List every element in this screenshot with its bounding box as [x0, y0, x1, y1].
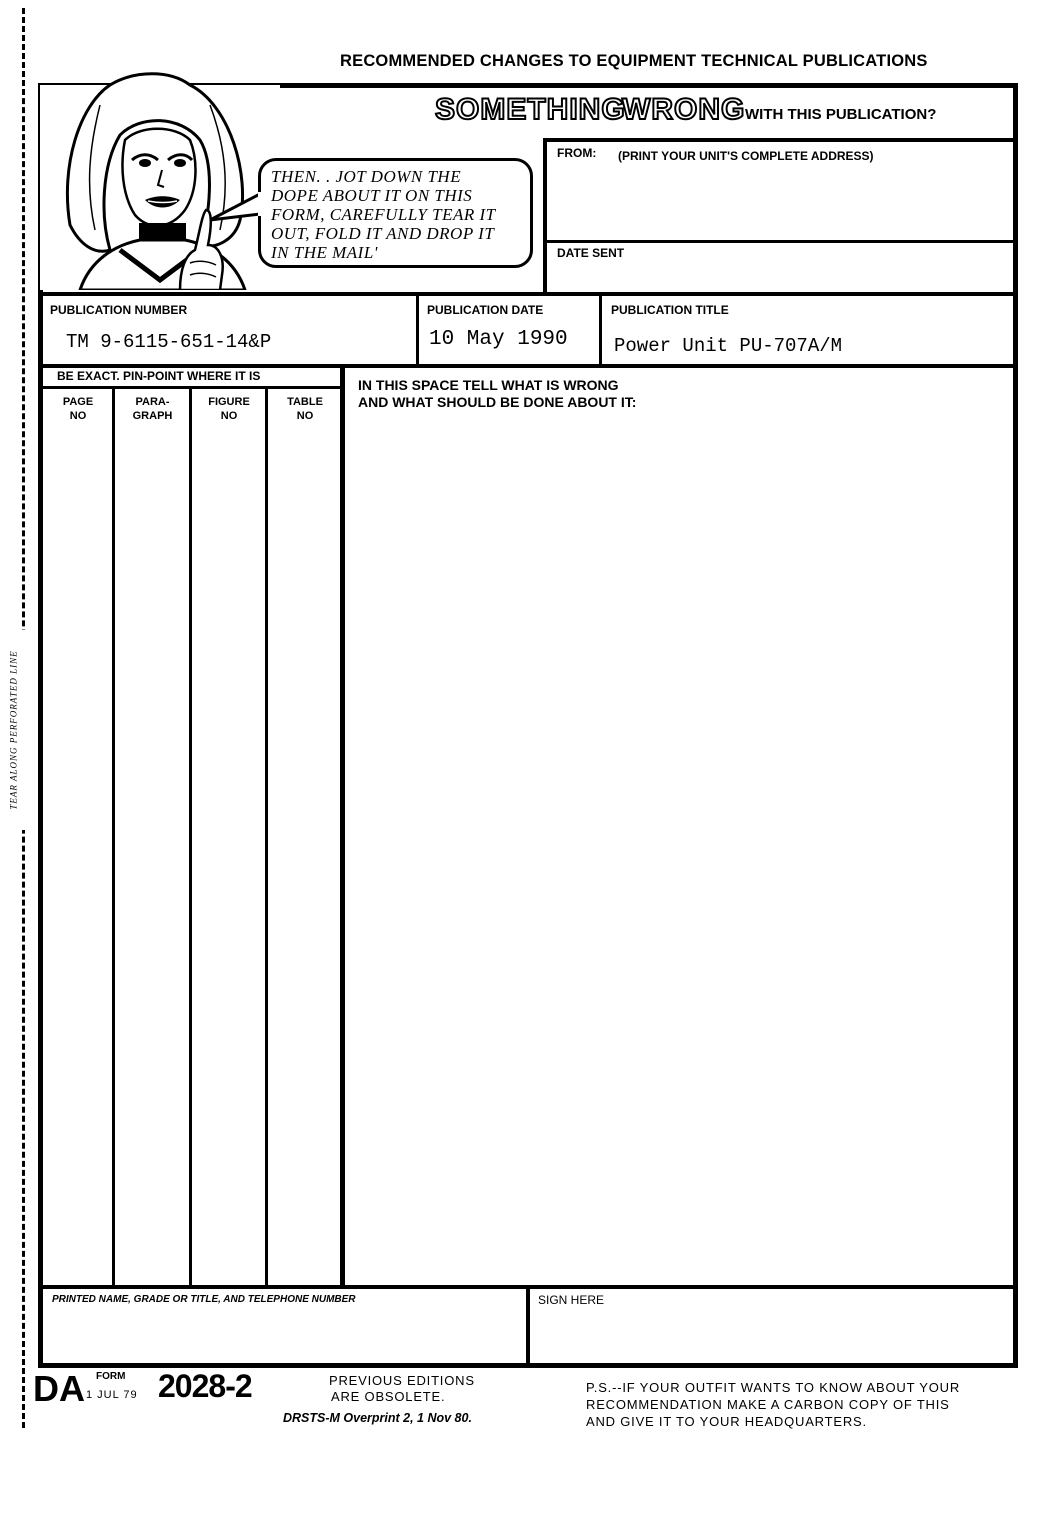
- pinpoint-col-divider-1: [112, 386, 115, 1286]
- col-head-table-line1: TABLE: [287, 396, 323, 408]
- footer-ps-line3: AND GIVE IT TO YOUR HEADQUARTERS.: [586, 1414, 867, 1429]
- figure-no-field[interactable]: [193, 425, 264, 1283]
- perforation-label-text: TEAR ALONG PERFORATED LINE: [9, 650, 19, 810]
- col-head-page-line1: PAGE: [62, 396, 94, 408]
- sign-here-label: SIGN HERE: [538, 1293, 605, 1307]
- publication-divider-2: [599, 292, 602, 366]
- publication-row-top-border: [38, 292, 1018, 296]
- publication-title-label: PUBLICATION TITLE: [611, 303, 729, 317]
- description-label-line1: IN THIS SPACE TELL WHAT IS WRONG: [358, 377, 619, 393]
- printed-name-label: PRINTED NAME, GRADE OR TITLE, AND TELEPHONE NUMBER: [52, 1294, 356, 1305]
- printed-name-field[interactable]: [45, 1310, 523, 1362]
- from-left-border: [543, 138, 547, 296]
- col-head-table: [268, 395, 342, 423]
- bubble-line-3: FORM, CAREFULLY TEAR IT: [271, 205, 496, 224]
- footer-form-number: 2028-2: [158, 1368, 252, 1404]
- description-label-line2: AND WHAT SHOULD BE DONE ABOUT IT:: [358, 394, 637, 410]
- signature-field[interactable]: [533, 1310, 1013, 1362]
- footer-ps-line1: P.S.--IF YOUR OUTFIT WANTS TO KNOW ABOUT YOUR: [586, 1380, 961, 1395]
- signature-divider: [526, 1285, 530, 1365]
- publication-row-bottom-border: [38, 364, 1018, 368]
- footer-ps-line2: RECOMMENDATION MAKE A CARBON COPY OF THIS: [586, 1397, 950, 1412]
- col-head-figure: [192, 395, 266, 423]
- col-head-page-line2: NO: [69, 410, 87, 422]
- publication-title-value[interactable]: Power Unit PU-707A/M: [614, 335, 843, 357]
- banner-something: SOMETHING: [435, 93, 626, 126]
- col-head-paragraph-line2: GRAPH: [132, 410, 173, 422]
- page-no-field[interactable]: [43, 425, 111, 1283]
- banner-wrong: WRONG: [622, 93, 746, 126]
- pinpoint-col-divider-2: [189, 386, 192, 1286]
- footer-overprint: DRSTS-M Overprint 2, 1 Nov 80.: [283, 1411, 472, 1425]
- pinpoint-col-divider-3: [265, 386, 268, 1286]
- pinpoint-label: BE EXACT. PIN-POINT WHERE IT IS: [57, 369, 261, 383]
- col-head-paragraph-line1: PARA-: [135, 396, 170, 408]
- banner-suffix: WITH THIS PUBLICATION?: [745, 106, 937, 123]
- footer-form-date: 1 JUL 79: [86, 1389, 138, 1401]
- bubble-line-4: OUT, FOLD IT AND DROP IT: [271, 224, 495, 243]
- footer-da: DA: [33, 1368, 85, 1409]
- publication-date-label: PUBLICATION DATE: [427, 303, 544, 317]
- footer-previous-line2: ARE OBSOLETE.: [331, 1389, 446, 1404]
- from-hint: (PRINT YOUR UNIT'S COMPLETE ADDRESS): [618, 149, 874, 163]
- from-top-border: [543, 138, 1018, 142]
- from-address-field[interactable]: [550, 165, 1012, 237]
- date-sent-top-border: [543, 240, 1018, 243]
- pinpoint-right-border: [340, 364, 345, 1286]
- form-header-title: RECOMMENDED CHANGES TO EQUIPMENT TECHNICAL PUBLICATIONS: [340, 52, 928, 70]
- date-sent-field[interactable]: [640, 246, 1012, 291]
- from-label: FROM:: [557, 146, 597, 160]
- date-sent-label: DATE SENT: [557, 246, 625, 260]
- bubble-line-5: IN THE MAIL': [271, 243, 378, 262]
- col-head-figure-line2: NO: [220, 410, 238, 422]
- col-head-paragraph: [115, 395, 190, 423]
- bubble-line-1: THEN. . JOT DOWN THE: [271, 167, 462, 186]
- publication-divider-1: [416, 292, 419, 366]
- description-field[interactable]: [348, 415, 1012, 1283]
- footer-previous-line1: PREVIOUS EDITIONS: [329, 1373, 475, 1388]
- bubble-line-2: DOPE ABOUT IT ON THIS: [271, 186, 473, 205]
- publication-date-value[interactable]: 10 May 1990: [429, 328, 568, 351]
- table-no-field[interactable]: [269, 425, 339, 1283]
- publication-number-value[interactable]: TM 9-6115-651-14&P: [66, 331, 272, 353]
- cartoon-woman-illustration: [40, 45, 280, 290]
- speech-bubble: [258, 158, 533, 268]
- speech-bubble-tail: [208, 190, 264, 230]
- publication-number-label: PUBLICATION NUMBER: [50, 303, 188, 317]
- paragraph-field[interactable]: [116, 425, 188, 1283]
- col-head-page: [43, 395, 113, 423]
- footer-form-word: FORM: [96, 1371, 126, 1382]
- col-head-figure-line1: FIGURE: [208, 396, 250, 408]
- col-head-table-line2: NO: [296, 410, 314, 422]
- description-label: [358, 377, 636, 411]
- perforation-label: [2, 630, 26, 830]
